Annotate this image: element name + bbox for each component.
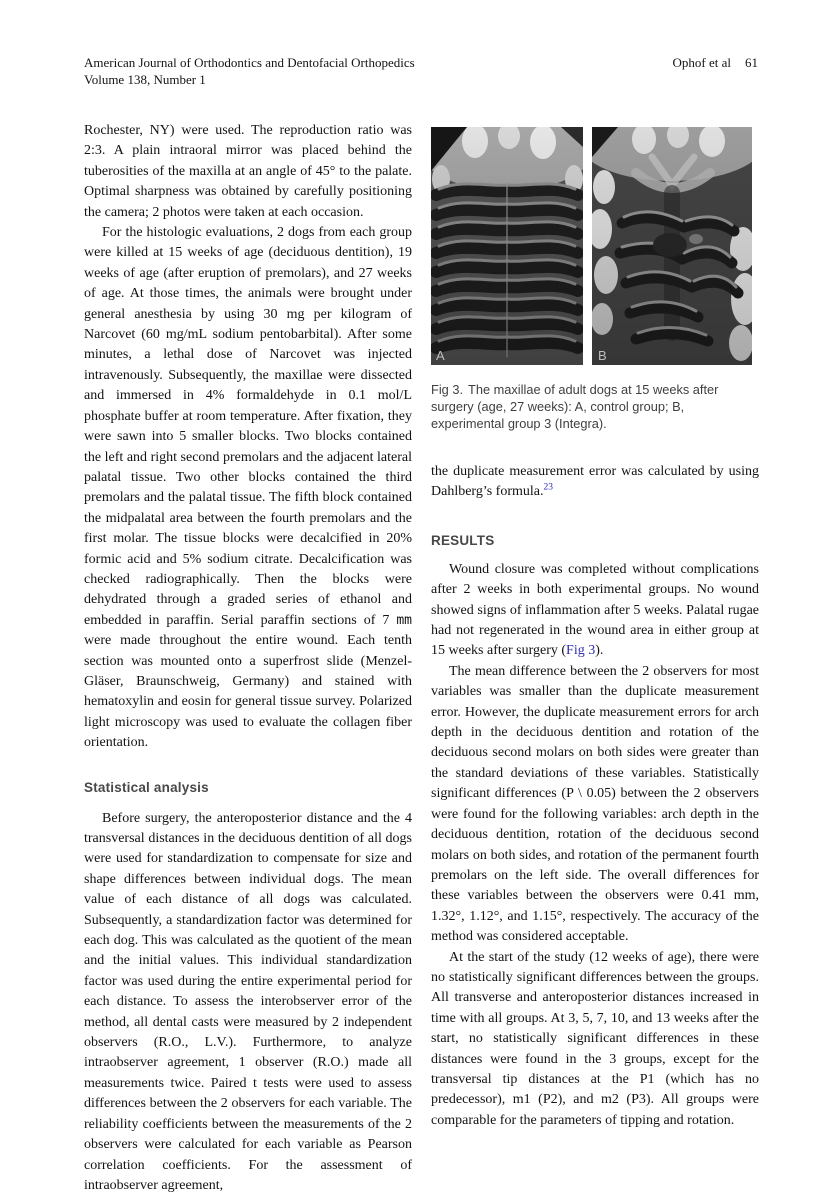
paragraph-results-study-start: At the start of the study (12 weeks of age), there were no statistically significant differences between the groups. All transverse and anteroposterior distances increased in time with all groups. At 3, 5, 7, 10, and 13 weeks after the start, no statistically significant differences in these distances were found in the 3 groups, except for the transversal tip distances at the P1 (which has no predecessor), m1 (P2), and m2 (P3). All groups were comparable for the parameters of tipping and rotation. (431, 949, 759, 1128)
paragraph-results-observer-error: The mean difference between the 2 observers for most variables was smaller than the duplicate measurement error. However, the duplicate measurement errors for arch depth in the deciduous dentition and rotation of the deciduous second molars on both sides were greater than the standard deviations of these variables. Statistically significant differences (P \ 0.05) between the 2 observers were found for the following variables: arch depth in the deciduous dentition, rotation of the deciduous second molars on both sides, and rotation of the permanent fourth premolars on the left side. The overall differences for these variables between the observers were 0.41 mm, 1.32°, 1.12°, and 1.15°, respectively. The accuracy of the method was considered acceptable. (431, 663, 759, 945)
paragraph-text: the duplicate measurement error was calculated by using Dahlberg’s formula. (431, 464, 759, 500)
page-number: 61 (745, 55, 758, 70)
figure-photo-a (431, 127, 583, 365)
left-column (84, 121, 412, 1196)
photo-a-label: A (436, 348, 445, 363)
figure-3 (431, 127, 759, 432)
paragraph-text: For the histologic evaluations, 2 dogs from each group were killed at 15 weeks of age (deciduous dentition), 19 weeks of age (after eruption of premolars), and 27 weeks of age. At those times, the animals were brought under general anesthesia by using 30 mg per kilogram of Narcovet (60 mg/mL sodium pentobarbital). After some minutes, a lethal dose of Narcovet was injected intravenously. Subsequently, the maxillae were dissected and immersed in 4% formaldehyde in 0.1 mol/L phosphate buffer at room temperature. After fixation, they were sawn into 5 smaller blocks. Two blocks contained the left and right second premolars and the adjacent lateral palatal tissue. Two other blocks contained the third premolars and the palatal tissue. The fifth block contained the midpalatal area between the fourth premolars and the first molar. The tissue blocks were decalcified in 20% formic acid and 5% sodium citrate. Decalcification was checked radiographically. Then the blocks were dehydrated through a graded series of ethanol and embedded in paraffin. Serial paraffin sections of 7 (84, 225, 412, 628)
paragraph-text: Wound closure was completed without complications after 2 weeks in both experimental groups. No wound showed signs of inflammation after 5 weeks. Palatal rugae had not regenerated in the wound area in either group at 15 weeks after surgery ( (431, 561, 759, 659)
paragraph-statistical-analysis: Before surgery, the anteroposterior distance and the 4 transversal distances in the deciduous dentition of all dogs were used for standardization to compensate for size and shape differences between individual dogs. The mean value of each distance of all dogs was calculated. Subsequently, a standardization factor was determined for each dog. This was calculated as the quotient of the mean and the initial values. This individual standardization factor was used during the entire experimental period for each distance. To assess the interobserver error of the method, all dental casts were measured by 2 independent observers (R.O., L.V.). Furthermore, to analyze intraobserver agreement, 1 observer (R.O.) made all measurements twice. Paired t tests were used to assess differences between the 2 observers for each variable. The reliability coefficients between the measurements of the 2 observers were calculated for each variable as Pearson correlation coefficients. For the assessment of intraobserver agreement, (84, 810, 412, 1193)
paragraph-text: ). (595, 643, 604, 659)
paragraph-text: were made throughout the entire wound. Each tenth section was mounted onto a superfrost slide (Menzel-Gläser, Braunschweig, Germany) and stained with hematoxylin and eosin for general tissue survey. Polarized light microscopy was used to evaluate the collagen fiber orientation. (84, 633, 412, 751)
paragraph-histologic-evaluations (84, 223, 412, 754)
journal-identification (84, 55, 415, 88)
paragraph-methods-continuation: Rochester, NY) were used. The reproduction ratio was 2:3. A plain intraoral mirror was placed behind the tuberosities of the maxilla at an angle of 45° to the palate. Optimal sharpness was obtained by carefully positioning the camera; 2 photos were taken at each occasion. (84, 123, 412, 220)
figure-3-link[interactable]: Fig 3 (566, 643, 596, 659)
author-page-header (673, 55, 758, 72)
figure-3-caption (431, 381, 759, 432)
journal-title: American Journal of Orthodontics and Dentofacial Orthopedics (84, 55, 415, 70)
heading-results: RESULTS (431, 532, 495, 548)
citation-ref-23[interactable]: 23 (543, 482, 553, 493)
micron-unit: mm (396, 612, 412, 628)
running-head (84, 55, 758, 88)
figure-3-caption-label: Fig 3. (431, 382, 464, 397)
figure-3-photos (431, 127, 759, 365)
journal-volume: Volume 138, Number 1 (84, 71, 206, 87)
figure-3-caption-text: The maxillae of adult dogs at 15 weeks after surgery (age, 27 weeks): A, control group; B, experimental group 3 (Integra). (431, 382, 719, 431)
paragraph-dahlberg (431, 462, 759, 503)
heading-statistical-analysis: Statistical analysis (84, 779, 209, 795)
figure-photo-b (592, 127, 752, 365)
right-column (431, 121, 759, 1131)
paragraph-results-wound-closure (431, 560, 759, 662)
photo-b-label: B (598, 348, 607, 363)
author-names: Ophof et al (672, 55, 731, 70)
